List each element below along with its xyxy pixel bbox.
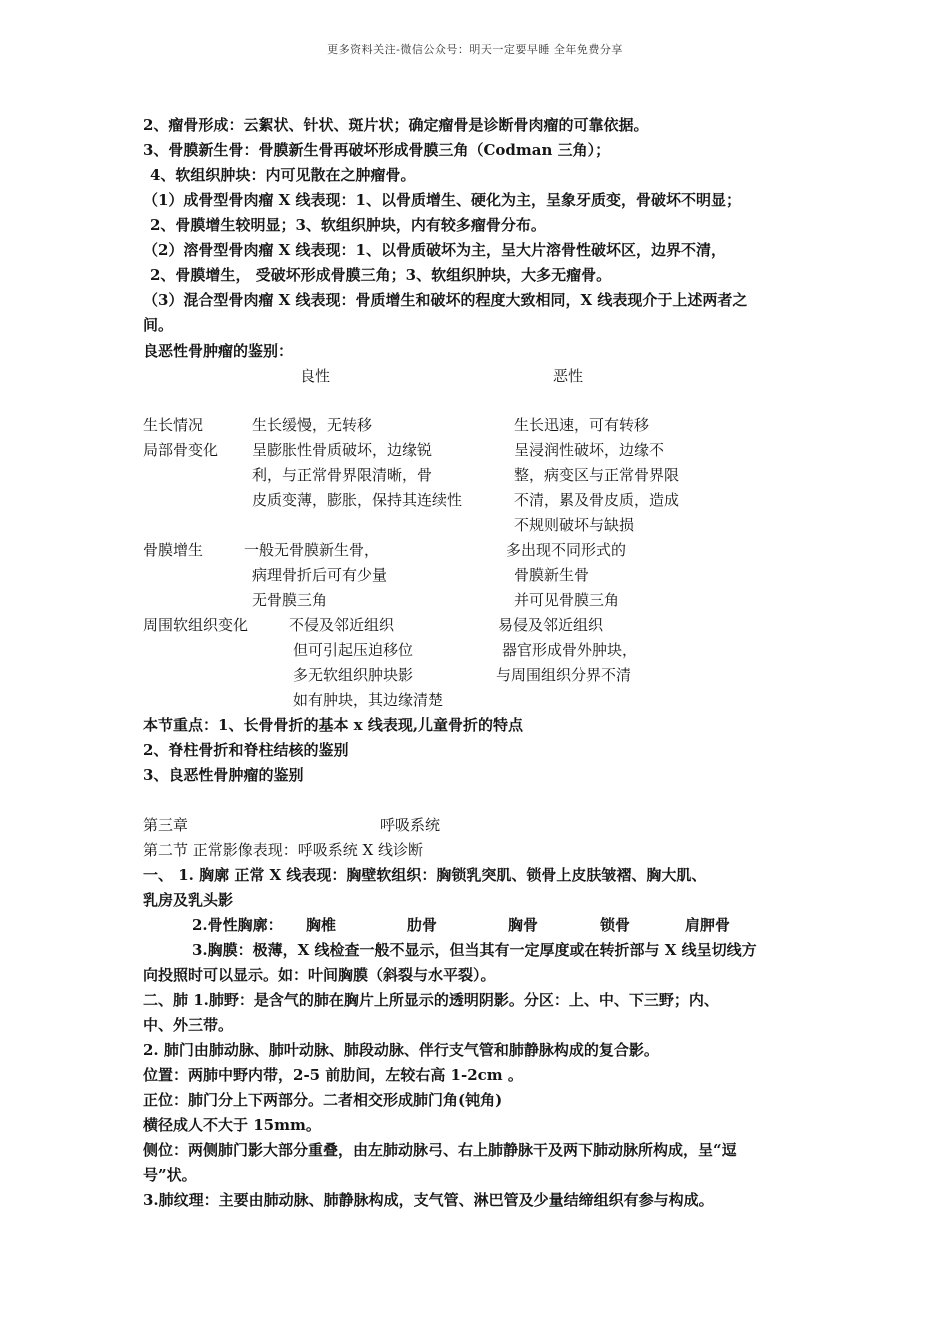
- text-line: 3.肺纹理：主要由肺动脉、肺静脉构成，支气管、淋巴管及少量结缔组织有参与构成。: [143, 1191, 714, 1209]
- malignant-cell: 不规则破坏与缺损: [514, 516, 635, 534]
- text-line: 本节重点：1、长骨骨折的基本 x 线表现,儿童骨折的特点: [143, 716, 524, 734]
- text-line: 3、骨膜新生骨：骨膜新生骨再破坏形成骨膜三角（Codman 三角）；: [143, 141, 611, 159]
- malignant-cell: 多出现不同形式的: [506, 541, 627, 559]
- bony-thorax-item: 胸椎: [306, 916, 337, 934]
- chapter-title: 呼吸系统: [380, 816, 441, 834]
- benign-cell: 利，与正常骨界限清晰，骨: [252, 466, 433, 484]
- row-label: 周围软组织变化: [143, 616, 249, 634]
- benign-cell: 一般无骨膜新生骨，: [244, 541, 380, 559]
- text-line: （3）混合型骨肉瘤 X 线表现：骨质增生和破坏的程度大致相同，X 线表现介于上述两者之: [143, 291, 748, 309]
- text-line: 2、瘤骨形成：云絮状、针状、斑片状；确定瘤骨是诊断骨肉瘤的可靠依据。: [143, 116, 649, 134]
- text-line: （1）成骨型骨肉瘤 X 线表现：1、以骨质增生、硬化为主，呈象牙质变，骨破坏不明显；: [143, 191, 741, 209]
- bony-thorax-item: 胸骨: [508, 916, 539, 934]
- text-line: 良恶性骨肿瘤的鉴别：: [143, 342, 294, 360]
- text-line: 号”状。: [143, 1166, 197, 1184]
- text-line: 2、骨膜增生， 受破坏形成骨膜三角；3、软组织肿块，大多无瘤骨。: [150, 266, 612, 284]
- benign-cell: 皮质变薄，膨胀，保持其连续性: [252, 491, 463, 509]
- row-label: 骨膜增生: [143, 541, 204, 559]
- text-line: 一、 1. 胸廓 正常 X 线表现：胸壁软组织：胸锁乳突肌、锁骨上皮肤皱褶、胸大肌、: [143, 866, 707, 884]
- text-line: 向投照时可以显示。如：叶间胸膜（斜裂与水平裂）。: [143, 966, 496, 984]
- text-line: 2. 肺门由肺动脉、肺叶动脉、肺段动脉、伴行支气管和肺静脉构成的复合影。: [143, 1041, 659, 1059]
- benign-cell: 多无软组织肿块影: [293, 666, 414, 684]
- section-heading: 第二节 正常影像表现：呼吸系统 X 线诊断: [143, 841, 423, 859]
- text-line: 位置：两肺中野内带，2-5 前肋间，左较右高 1-2cm 。: [143, 1066, 523, 1084]
- column-header-benign: 良性: [300, 367, 331, 385]
- text-line: 3、良恶性骨肿瘤的鉴别: [143, 766, 304, 784]
- malignant-cell: 易侵及邻近组织: [498, 616, 604, 634]
- bony-thorax-label: 2.骨性胸廓：: [192, 916, 283, 934]
- chapter-number: 第三章: [143, 816, 189, 834]
- text-line: （2）溶骨型骨肉瘤 X 线表现：1、以骨质破坏为主，呈大片溶骨性破坏区，边界不清，: [143, 241, 726, 259]
- text-line: 二、肺 1.肺野：是含气的肺在胸片上所显示的透明阴影。分区：上、中、下三野；内、: [143, 991, 719, 1009]
- malignant-cell: 呈浸润性破坏，边缘不: [514, 441, 665, 459]
- malignant-cell: 生长迅速，可有转移: [514, 416, 650, 434]
- text-line: 2、骨膜增生较明显；3、软组织肿块，内有较多瘤骨分布。: [150, 216, 546, 234]
- text-line: 横径成人不大于 15mm。: [143, 1116, 321, 1134]
- malignant-cell: 器官形成骨外肿块，: [502, 641, 638, 659]
- column-header-malignant: 恶性: [553, 367, 584, 385]
- text-line: 间。: [143, 316, 174, 334]
- malignant-cell: 不清，累及骨皮质，造成: [514, 491, 680, 509]
- text-line: 4、软组织肿块：内可见散在之肿瘤骨。: [150, 166, 416, 184]
- page-header: 更多资料关注-微信公众号：明天一定要早睡 全年免费分享: [327, 43, 623, 56]
- bony-thorax-item: 肋骨: [407, 916, 438, 934]
- text-line: 乳房及乳头影: [143, 891, 234, 909]
- malignant-cell: 并可见骨膜三角: [514, 591, 620, 609]
- benign-cell: 呈膨胀性骨质破坏，边缘锐: [252, 441, 433, 459]
- benign-cell: 病理骨折后可有少量: [252, 566, 388, 584]
- benign-cell: 如有肿块，其边缘清楚: [293, 691, 444, 709]
- benign-cell: 生长缓慢，无转移: [252, 416, 373, 434]
- bony-thorax-item: 锁骨: [600, 916, 631, 934]
- malignant-cell: 骨膜新生骨: [514, 566, 590, 584]
- malignant-cell: 与周围组织分界不清: [496, 666, 632, 684]
- benign-cell: 但可引起压迫移位: [293, 641, 414, 659]
- row-label: 局部骨变化: [143, 441, 219, 459]
- benign-cell: 不侵及邻近组织: [289, 616, 395, 634]
- row-label: 生长情况: [143, 416, 204, 434]
- benign-cell: 无骨膜三角: [252, 591, 328, 609]
- text-line: 侧位：两侧肺门影大部分重叠，由左肺动脉弓、右上肺静脉干及两下肺动脉所构成，呈“逗: [143, 1141, 737, 1159]
- text-line: 3.胸膜：极薄，X 线检查一般不显示，但当其有一定厚度或在转折部与 X 线呈切线方: [192, 941, 757, 959]
- bony-thorax-item: 肩胛骨: [685, 916, 731, 934]
- text-line: 正位：肺门分上下两部分。二者相交形成肺门角(钝角): [143, 1091, 503, 1109]
- text-line: 中、外三带。: [143, 1016, 234, 1034]
- malignant-cell: 整，病变区与正常骨界限: [514, 466, 680, 484]
- text-line: 2、脊柱骨折和脊柱结核的鉴别: [143, 741, 349, 759]
